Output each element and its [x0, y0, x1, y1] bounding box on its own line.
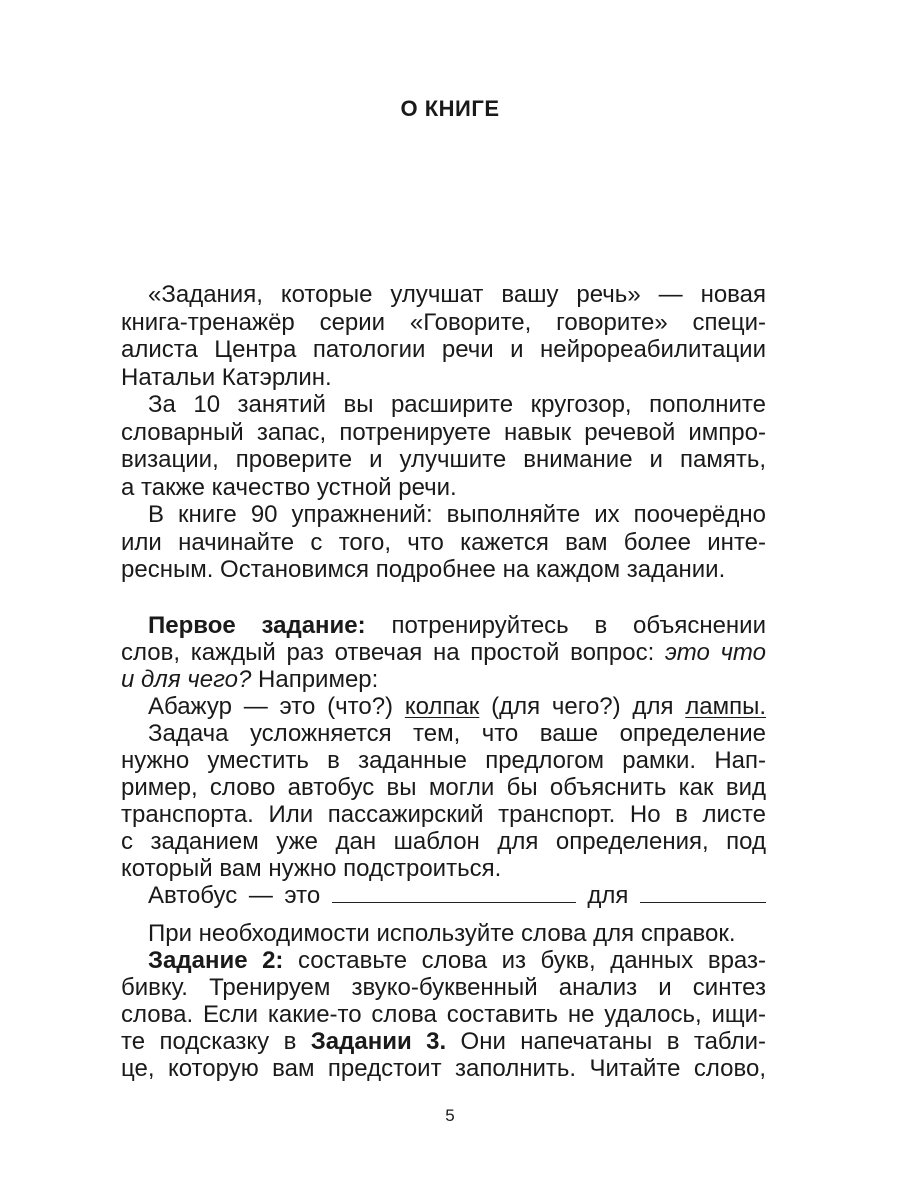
text-segment: книга-тренажёр серии «Говорите, говорите» специ- — [121, 308, 766, 336]
text-segment: потренируйтесь в объяснении — [365, 612, 766, 639]
bold-text: Задание 2: — [148, 947, 284, 974]
text-line — [148, 391, 766, 418]
text-segment: транспорта. Или пассажирский транспорт. Но в листе — [121, 801, 766, 828]
text-segment: нужно уместить в заданные предлогом рамки. Нап- — [121, 747, 766, 774]
text-line — [121, 747, 766, 774]
page-title: О КНИГЕ — [400, 96, 500, 121]
text-line — [148, 947, 766, 974]
text-line — [148, 501, 766, 528]
text-segment: слов, каждый раз отвечая на простой вопрос: — [121, 639, 665, 666]
text-segment: Они напечатаны в табли- — [446, 1028, 766, 1055]
text-line — [121, 974, 766, 1001]
text-line — [148, 720, 766, 747]
text-line — [121, 639, 766, 666]
text-segment: а также качество устной речи. — [121, 473, 457, 501]
text-segment: Абажур — это (что?) — [148, 693, 405, 720]
page-number: 5 — [445, 1106, 455, 1125]
text-segment: для — [575, 882, 640, 909]
text-line — [121, 855, 766, 882]
fill-in-blank — [640, 882, 766, 903]
text-segment: составьте слова из букв, данных враз- — [283, 947, 767, 974]
text-segment: Автобус — это — [148, 882, 332, 909]
text-line — [121, 1028, 766, 1055]
text-segment: це, которую вам предстоит заполнить. Читайте слово, — [121, 1055, 766, 1082]
text-line — [121, 419, 766, 446]
text-segment: (для чего?) для — [479, 693, 686, 720]
text-segment: Например: — [251, 666, 379, 693]
text-segment: слова. Если какие-то слова составить не удалось, ищи- — [121, 1001, 766, 1028]
text-line — [121, 309, 766, 336]
text-segment: ример, слово автобус вы могли бы объяснить как вид — [121, 774, 766, 801]
text-line — [121, 474, 766, 501]
text-segment: ресным. Остановимся подробнее на каждом задании. — [121, 556, 726, 583]
text-line — [148, 612, 766, 639]
text-line — [121, 828, 766, 855]
italic-text: это что — [664, 639, 766, 666]
text-segment: словарный запас, потренируете навык речевой импро- — [121, 418, 766, 446]
text-segment: «Задания, которые улучшат вашу речь» — новая — [148, 281, 766, 308]
text-segment: При необходимости используйте слова для справок. — [148, 920, 736, 947]
text-line — [121, 774, 766, 801]
text-line — [148, 882, 766, 909]
text-line — [121, 336, 766, 363]
text-segment: бивку. Тренируем звуко-буквенный анализ и синтез — [121, 974, 766, 1001]
underlined-text: колпак — [404, 693, 480, 720]
text-segment: За 10 занятий вы расширите кругозор, пополните — [148, 391, 766, 418]
text-segment: алиста Центра патологии речи и нейрореабилитации — [121, 336, 766, 363]
bold-text: Первое задание: — [148, 612, 366, 639]
italic-text: и для чего? — [121, 666, 252, 693]
text-line — [121, 529, 766, 556]
text-segment: с заданием уже дан шаблон для определения, под — [121, 828, 766, 855]
text-line — [148, 693, 766, 720]
text-line — [121, 801, 766, 828]
text-segment: те подсказку в — [121, 1028, 311, 1055]
text-line — [148, 920, 766, 947]
text-segment: В книге 90 упражнений: выполняйте их поочерёдно — [148, 501, 766, 528]
text-line — [121, 1001, 766, 1028]
text-segment: который вам нужно подстроиться. — [121, 855, 502, 882]
text-line — [121, 446, 766, 473]
bold-text: Задании 3. — [310, 1028, 447, 1055]
text-line — [148, 281, 766, 308]
text-segment: Натальи Катэрлин. — [121, 363, 332, 391]
text-segment: Задача усложняется тем, что ваше определение — [148, 720, 766, 747]
text-line — [121, 666, 766, 693]
text-segment: или начинайте с того, что кажется вам более инте- — [121, 528, 766, 556]
text-line — [121, 1055, 766, 1082]
text-line — [121, 556, 766, 583]
fill-in-blank — [332, 882, 576, 903]
text-line — [121, 364, 766, 391]
text-segment: визации, проверите и улучшите внимание и память, — [121, 446, 766, 473]
underlined-text: лампы. — [685, 693, 766, 720]
